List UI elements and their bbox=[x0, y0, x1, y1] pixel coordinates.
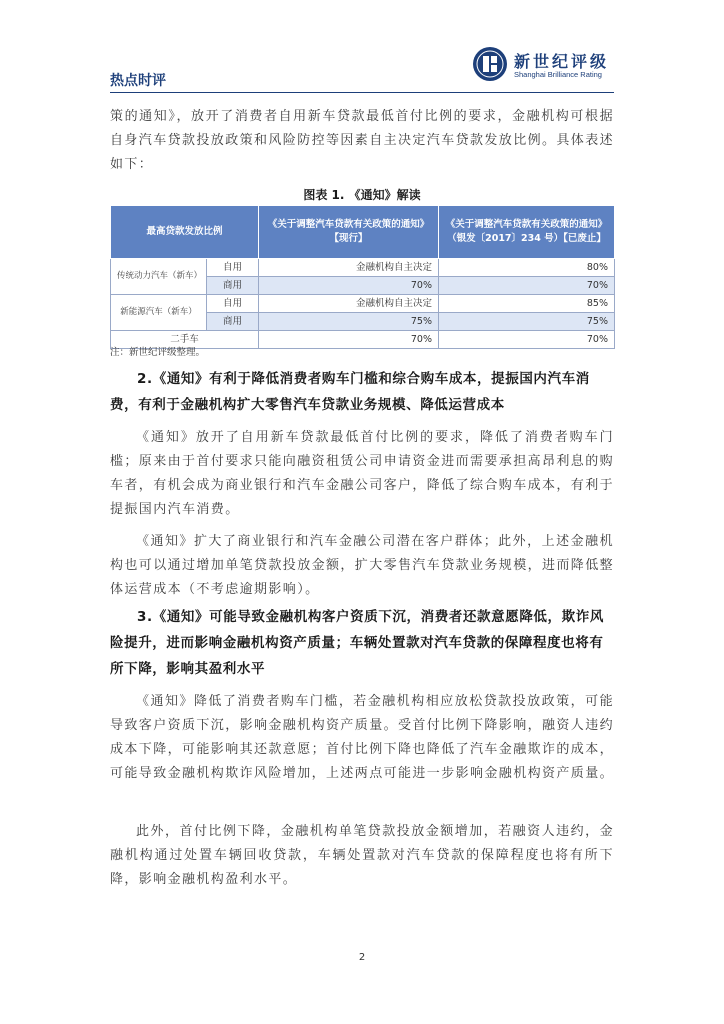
company-logo bbox=[472, 46, 622, 86]
header-max-loan-ratio: 最高贷款发放比例 bbox=[111, 206, 259, 259]
usage-commercial: 商用 bbox=[207, 277, 259, 295]
header-abolished-policy: 《关于调整汽车贷款有关政策的通知》（银发〔2017〕234 号）【已废止】 bbox=[439, 206, 615, 259]
category-traditional-vehicle: 传统动力汽车（新车） bbox=[111, 259, 207, 295]
logo-english-name: Shanghai Brilliance Rating bbox=[514, 70, 602, 79]
abolished-value: 70% bbox=[439, 277, 615, 295]
abolished-value: 70% bbox=[439, 331, 615, 349]
table-row bbox=[111, 295, 615, 313]
category-used-car: 二手车 bbox=[111, 331, 259, 349]
current-value: 70% bbox=[259, 331, 439, 349]
current-value: 金融机构自主决定 bbox=[259, 259, 439, 277]
abolished-value: 75% bbox=[439, 313, 615, 331]
section-title: 热点时评 bbox=[110, 73, 166, 89]
table-note: 注：新世纪评级整理。 bbox=[110, 347, 206, 358]
page-number: 2 bbox=[358, 952, 366, 963]
current-value: 75% bbox=[259, 313, 439, 331]
usage-self: 自用 bbox=[207, 259, 259, 277]
current-value: 金融机构自主决定 bbox=[259, 295, 439, 313]
abolished-value: 85% bbox=[439, 295, 615, 313]
policy-comparison-table bbox=[110, 205, 615, 349]
logo-chinese-name: 新世纪评级 bbox=[514, 52, 610, 71]
section-3-paragraph-1: 《通知》降低了消费者购车门槛，若金融机构相应放松贷款投放政策，可能导致客户资质下沉，影响金融机构资产质量。受首付比例下降影响，融资人违约成本下降，可能影响其还款意愿；首付比例下降也降低了汽车金融欺诈的成本，可能导致金融机构欺诈风险增加，上述两点可能进一步影响金融机构资产质量。 bbox=[110, 694, 615, 781]
header-current-policy: 《关于调整汽车贷款有关政策的通知》【现行】 bbox=[259, 206, 439, 259]
current-value: 70% bbox=[259, 277, 439, 295]
section-3-paragraph-2: 此外，首付比例下降，金融机构单笔贷款投放金额增加，若融资人违约，金融机构通过处置车辆回收贷款，车辆处置款对汽车贷款的保障程度也将有所下降，影响金融机构盈利水平。 bbox=[110, 824, 614, 887]
table-caption: 图表 1. 《通知》解读 bbox=[303, 188, 421, 202]
table-row bbox=[111, 259, 615, 277]
category-new-energy-vehicle: 新能源汽车（新车） bbox=[111, 295, 207, 331]
intro-paragraph: 策的通知》，放开了消费者自用新车贷款最低首付比例的要求，金融机构可根据自身汽车贷款投放政策和风险防控等因素自主决定汽车贷款发放比例。具体表述如下： bbox=[110, 109, 615, 172]
section-3-heading: 3.《通知》可能导致金融机构客户资质下沉，消费者还款意愿降低，欺诈风险提升，进而影响金融机构资产质量；车辆处置款对汽车贷款的保障程度也将有所下降，影响其盈利水平 bbox=[110, 609, 604, 677]
usage-self: 自用 bbox=[207, 295, 259, 313]
header-divider bbox=[110, 92, 614, 93]
section-2-heading: 2.《通知》有利于降低消费者购车门槛和综合购车成本，提振国内汽车消费，有利于金融机构扩大零售汽车贷款业务规模、降低运营成本 bbox=[110, 371, 590, 413]
section-2-paragraph-2: 《通知》扩大了商业银行和汽车金融公司潜在客户群体；此外，上述金融机构也可以通过增加单笔贷款投放金额，扩大零售汽车贷款业务规模，进而降低整体运营成本（不考虑逾期影响）。 bbox=[110, 534, 615, 597]
logo-emblem-icon bbox=[472, 46, 508, 82]
usage-commercial: 商用 bbox=[207, 313, 259, 331]
abolished-value: 80% bbox=[439, 259, 615, 277]
table-header-row bbox=[111, 206, 615, 259]
section-2-paragraph-1: 《通知》放开了自用新车贷款最低首付比例的要求，降低了消费者购车门槛；原来由于首付要求只能向融资租赁公司申请资金进而需要承担高昂利息的购车者，有机会成为商业银行和汽车金融公司客户，降低了综合购车成本，有利于提振国内汽车消费。 bbox=[110, 430, 615, 517]
